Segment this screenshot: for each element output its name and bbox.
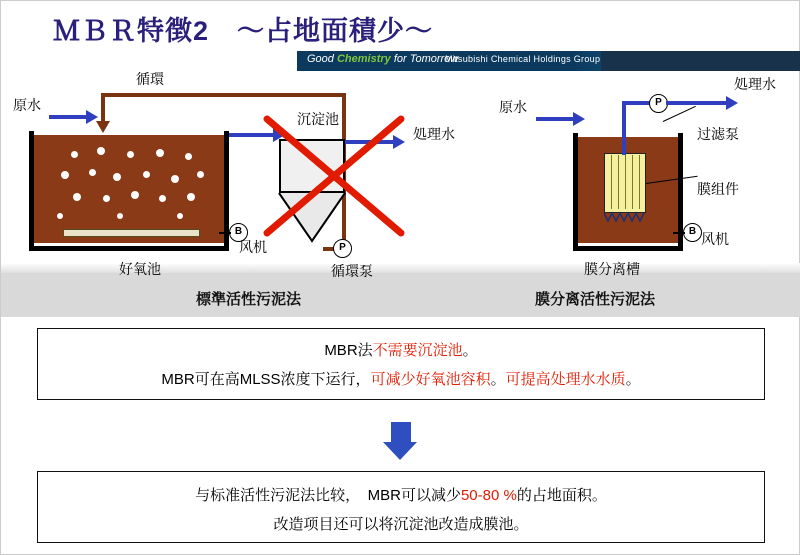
bubble xyxy=(57,213,63,219)
banner-good-word: Good xyxy=(307,53,334,65)
membrane-sheet xyxy=(632,155,633,209)
msg2-l1-b: 50-80 % xyxy=(460,487,517,504)
left-tank-wall-left xyxy=(29,131,34,251)
left-recycle-pump-icon: P xyxy=(333,239,352,258)
right-effluent-arrow-icon xyxy=(726,96,738,110)
bubble xyxy=(73,193,81,201)
left-inflow-label: 原水 xyxy=(13,97,41,113)
msg1-l2-b: 可减少好氧池容积 xyxy=(370,371,491,388)
right-diagram-caption: 膜分离活性污泥法 xyxy=(535,291,656,308)
msg1-l2-d: 可提高处理水水质 xyxy=(505,371,626,388)
bubble xyxy=(117,213,123,219)
bubble xyxy=(89,169,96,176)
message-box-1 xyxy=(37,328,765,400)
msg1-l1-a: MBR法 xyxy=(324,342,373,359)
banner-for-tomorrow-word: for Tomorrow xyxy=(393,53,459,65)
msg2-l1-a: 与标准活性污泥法比较， MBR可以减少 xyxy=(195,487,461,504)
page-title: ＭＢＲ特徴2 〜占地面積少〜 xyxy=(53,16,434,46)
msg1-l2-a: MBR可在高MLSS浓度下运行， xyxy=(161,371,371,388)
left-recycle-pipe-down-left xyxy=(101,93,105,123)
bubble xyxy=(171,175,179,183)
corporate-banner-right xyxy=(601,51,800,71)
left-diagram-caption: 標準活性污泥法 xyxy=(196,291,302,308)
right-tank-wall-bottom xyxy=(573,246,683,251)
membrane-sheet xyxy=(639,155,640,209)
right-tank-label: 膜分离槽 xyxy=(584,261,640,277)
right-inflow-pipe xyxy=(536,117,574,121)
membrane-sheet xyxy=(625,155,626,209)
bubble xyxy=(113,173,121,181)
message-box-1-line-1 xyxy=(38,339,764,360)
left-tank-wall-bottom xyxy=(29,246,229,251)
left-recycle-arrow-icon xyxy=(96,121,110,133)
right-effluent-label: 処理水 xyxy=(734,76,776,92)
right-tank-wall-left xyxy=(573,133,578,251)
right-blower-label: 风机 xyxy=(701,231,729,247)
left-blower-label: 风机 xyxy=(239,239,267,255)
right-suction-pipe-vertical xyxy=(622,101,626,155)
msg1-l1-b: 不需要沉淀池 xyxy=(372,342,463,359)
message-box-2 xyxy=(37,471,765,543)
left-recycle-label: 循環 xyxy=(136,71,164,87)
msg1-l1-c: 。 xyxy=(462,342,478,359)
banner-tagline xyxy=(307,53,458,65)
right-membrane-module-label: 膜组件 xyxy=(697,181,739,197)
right-effluent-pipe xyxy=(666,101,728,105)
msg2-l1-c: 的占地面积。 xyxy=(516,487,607,504)
bubble xyxy=(103,195,110,202)
right-blower-pipe xyxy=(673,232,685,234)
bubble xyxy=(71,151,78,158)
msg1-l2-c: 。 xyxy=(490,371,506,388)
right-blower-icon: B xyxy=(683,223,702,242)
bubble xyxy=(97,147,105,155)
left-blower-icon: B xyxy=(229,223,248,242)
right-filter-pump-label: 过滤泵 xyxy=(697,126,739,142)
clarifier-cross-out-icon xyxy=(259,111,409,241)
bubble xyxy=(197,171,204,178)
membrane-sheet xyxy=(618,155,619,209)
message-box-1-line-2 xyxy=(38,368,764,389)
bubble xyxy=(177,213,183,219)
message-box-2-line-2: 改造项目还可以将沉淀池改造成膜池。 xyxy=(273,516,529,533)
bubble xyxy=(159,195,166,202)
right-inflow-label: 原水 xyxy=(499,99,527,115)
bubble xyxy=(185,153,192,160)
banner-group-name: Mitsubishi Chemical Holdings Group xyxy=(445,54,601,64)
left-effluent-label: 処理水 xyxy=(413,126,455,142)
bubble xyxy=(61,171,69,179)
membrane-sheet xyxy=(611,155,612,209)
bubble xyxy=(127,151,134,158)
clarifier-label: 沉淀池 xyxy=(297,111,339,127)
bubble xyxy=(156,149,164,157)
msg1-l2-e: 。 xyxy=(625,371,641,388)
filter-pump-leader xyxy=(663,106,696,122)
left-blower-pipe xyxy=(219,232,231,234)
bubble xyxy=(187,193,195,201)
bubble xyxy=(131,191,139,199)
right-filter-pump-icon: P xyxy=(649,94,668,113)
left-diffuser xyxy=(63,229,200,237)
banner-chemistry-word: Chemistry xyxy=(336,53,391,65)
band-gray xyxy=(1,273,800,317)
bubble xyxy=(143,171,150,178)
right-diffuser-icon xyxy=(602,211,648,233)
message-box-2-line-1 xyxy=(38,484,764,505)
left-recycle-pipe-top xyxy=(101,93,346,97)
left-recycle-pump-label: 循環泵 xyxy=(331,263,373,279)
right-suction-pipe-horizontal xyxy=(622,101,652,105)
flow-arrow-icon xyxy=(383,422,419,462)
left-inflow-pipe xyxy=(49,115,87,119)
right-inflow-arrow-icon xyxy=(573,112,585,126)
left-aeration-tank-label: 好氧池 xyxy=(119,261,161,277)
